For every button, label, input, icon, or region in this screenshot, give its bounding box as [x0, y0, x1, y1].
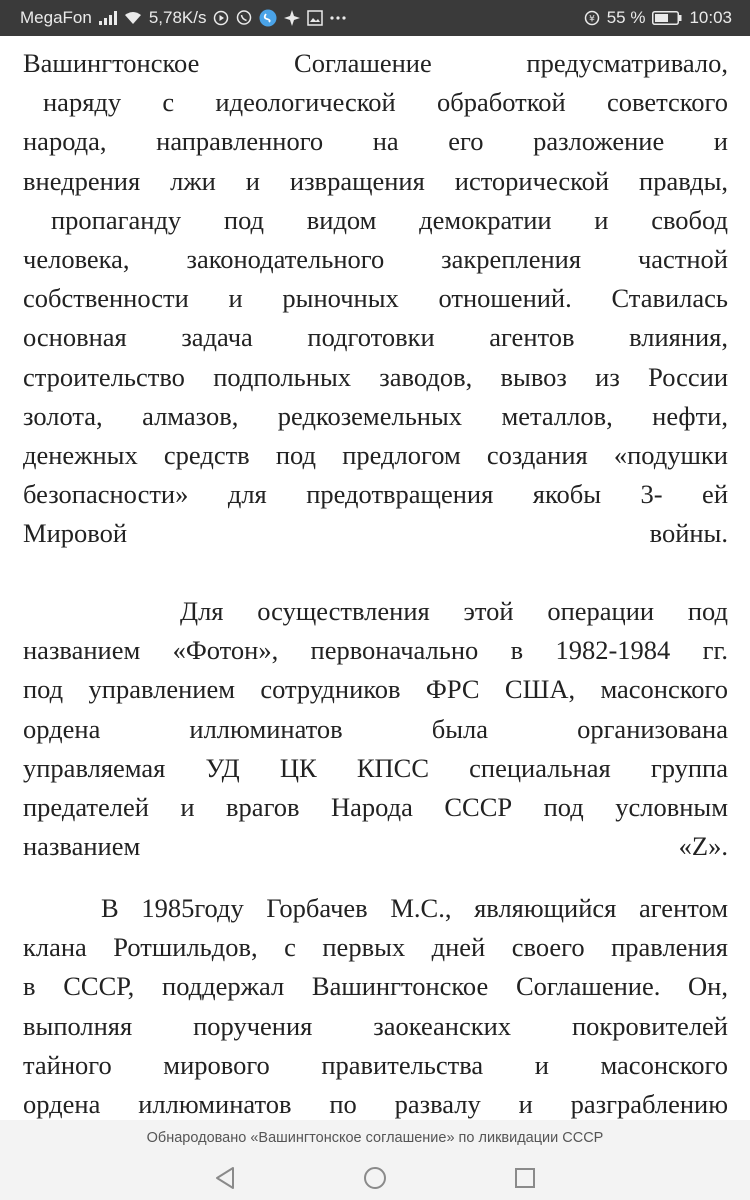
text-line: названием «Z».	[23, 831, 728, 862]
text-line: предателей и врагов Народа СССР под условным	[23, 792, 728, 823]
text-line: под управлением сотрудников ФРС США, масонского	[23, 674, 728, 705]
text-line: выполняя поручения заокеанских покровителей	[23, 1010, 728, 1041]
home-icon	[363, 1166, 387, 1190]
navigation-bar	[0, 1156, 750, 1200]
paragraph-3	[23, 889, 728, 1120]
text-line: тайного мирового правительства и масонского	[23, 1049, 728, 1080]
status-bar-right	[584, 8, 732, 28]
recents-button[interactable]	[450, 1156, 600, 1200]
shazam-icon	[259, 9, 277, 27]
text-line: строительство подпольных заводов, вывоз из России	[23, 361, 728, 392]
text-line: названием «Фотон», первоначально в 1982-1984 гг.	[23, 635, 728, 666]
text-line: клана Ротшильдов, с первых дней своего правления	[23, 932, 728, 963]
text-line: безопасности» для предотвращения якобы 3- ей	[23, 479, 728, 510]
home-button[interactable]	[300, 1156, 450, 1200]
svg-text:¥: ¥	[588, 14, 595, 25]
recents-icon	[514, 1167, 536, 1189]
text-line: ордена иллюминатов по развалу и разграблению	[23, 1089, 728, 1120]
text-line: золота, алмазов, редкоземельных металлов, нефти,	[23, 400, 728, 431]
text-line: народа, направленного на его разложение и	[23, 126, 728, 157]
paragraph-2	[23, 592, 728, 866]
status-bar-left	[20, 8, 346, 28]
wifi-icon	[124, 11, 142, 25]
clock: 10:03	[689, 8, 732, 27]
text-line: ордена иллюминатов была организована	[23, 713, 728, 744]
back-button[interactable]	[150, 1156, 300, 1200]
text-line: внедрения лжи и извращения исторической правды,	[23, 165, 728, 196]
text-line: денежных средств под предлогом создания «подушки	[23, 440, 728, 471]
text-line: основная задача подготовки агентов влияния,	[23, 322, 728, 353]
viber-icon	[236, 10, 252, 26]
paragraph-1	[23, 44, 728, 554]
document-title-bar	[0, 1120, 750, 1156]
text-line: Мировой войны.	[23, 518, 728, 549]
carrier-name: MegaFon	[20, 8, 92, 27]
text-line: Вашингтонское Соглашение предусматривало,	[23, 48, 728, 78]
gallery-icon	[307, 10, 323, 26]
data-saver-icon	[584, 10, 600, 26]
text-line: в СССР, поддержал Вашингтонское Соглашение. Он,	[23, 971, 728, 1002]
battery-icon	[652, 11, 682, 25]
back-icon	[214, 1166, 236, 1190]
text-line: пропаганду под видом демократии и свобод	[51, 204, 728, 235]
signal-icon	[99, 11, 117, 25]
status-bar	[0, 0, 750, 36]
network-speed: 5,78K/s	[148, 8, 207, 27]
text-line: управляемая УД ЦК КПСС специальная группа	[23, 752, 728, 783]
document-title: Обнародовано «Вашингтонское соглашение» по ликвидации СССР	[146, 1130, 604, 1146]
more-dots-icon	[330, 15, 346, 21]
battery-percent: 55 %	[606, 8, 646, 27]
media-icon	[213, 10, 229, 26]
sparkle-icon	[284, 10, 300, 26]
text-line: Для осуществления этой операции под	[180, 596, 728, 626]
text-line: человека, законодательного закрепления частной	[23, 244, 728, 275]
text-line: В 1985году Горбачев М.С., являющийся агентом	[101, 893, 728, 923]
document-content[interactable]	[0, 36, 750, 1120]
text-line: собственности и рыночных отношений. Ставилась	[23, 283, 728, 314]
text-line: наряду с идеологической обработкой советского	[43, 87, 728, 118]
